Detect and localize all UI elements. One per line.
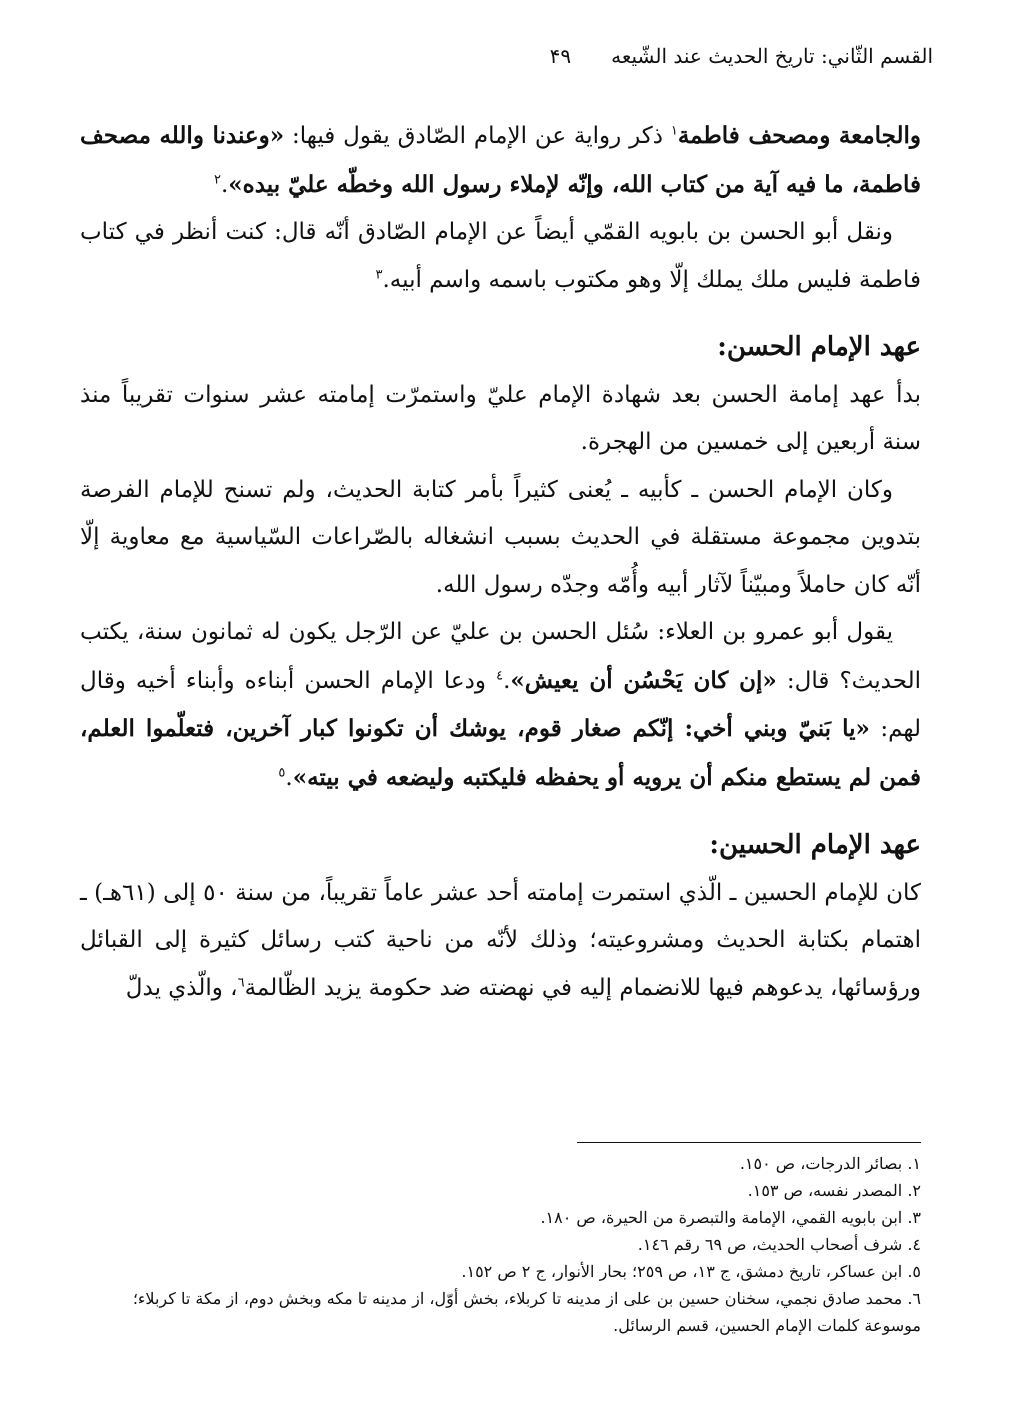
running-title: القسم الثّاني: تاريخ الحديث عند الشّيعه [611, 44, 933, 68]
footnote-4: ٤. شرف أصحاب الحديث، ص ٦٩ رقم ١٤٦. [637, 1235, 921, 1254]
paragraph-5-quote-2: «يا بَنيّ وبني أخي: إنّكم صغار قوم، يوشك أن تكونوا كبار آخرين، فتعلّموا العلم، فمن لم يستطع منكم أن يرويه أو يحفظه فليكتبه وليضعه في بيته» [80, 715, 921, 791]
paragraph-1-end: . [220, 171, 229, 198]
paragraph-4: وكان الإمام الحسن ـ كأبيه ـ يُعنى كثيراً بأمر كتابة الحديث، ولم تسنح للإمام الفرصة بتدوين مجموعة مستقلة في الحديث بسبب انشغاله بالصّراعات السّياسية مع معاوية إلّا أنّه كان حاملاً ومبيّناً لآثار أبيه وأُمّه وجدّه رسول الله. [80, 476, 921, 598]
paragraph-5 [80, 609, 921, 802]
paragraph-1-start: والجامعة ومصحف فاطمة [677, 122, 922, 149]
paragraph-1-mid: ذكر رواية عن الإمام الصّادق يقول فيها: [284, 123, 671, 149]
footnote-divider [577, 1142, 921, 1143]
paragraph-6 [80, 870, 921, 1013]
running-header [80, 44, 933, 76]
heading-husain: عهد الإمام الحسين: [709, 830, 921, 860]
paragraph-6-b: ، والّذي يدلّ [125, 974, 238, 1001]
spacer [80, 304, 921, 324]
footnote-ref-2: ٢ [213, 171, 221, 187]
footnote-ref-3: ٣ [375, 266, 383, 282]
paragraph-3: بدأ عهد إمامة الحسن بعد شهادة الإمام عليّ واستمرّت إمامته عشر سنوات تقريباً منذ سنة أربعين إلى خمسين من الهجرة. [80, 381, 921, 455]
paragraph-5-b: . [503, 667, 511, 694]
paragraph-5-a: يقول أبو عمرو بن العلاء: سُئل الحسن بن عليّ عن الرّجل يكون له ثمانون سنة، يكتب الحديث؟ قال: [80, 619, 921, 694]
footnote-6: ٦. محمد صادق نجمي، سخنان حسين بن على از مدينه تا كربلاء، بخش أوّل، از مدينه تا مكه وبخش دوم، از مكة تا كربلاء؛ موسوعة كلمات الإمام الحسين، قسم الرسائل. [132, 1289, 921, 1335]
paragraph-6-a: كان للإمام الحسين ـ الّذي استمرت إمامته أحد عشر عاماً تقريباً، من سنة ٥٠ إلى (٦١هـ) ـ اهتمام بكتابة الحديث ومشروعيته؛ وذلك لأنّه من ناحية كتب رسائل كثيرة إلى القبائل ورؤسائها، يدعوهم فيها للانضمام إليه في نهضته ضد حكومة يزيد الظّالمة [80, 879, 921, 1001]
footnotes [80, 1150, 921, 1339]
footnote-ref-5: ٥ [278, 764, 286, 780]
page-number: ۴۹ [549, 44, 572, 68]
paragraph-5-quote-1: «إن كان يَحْسُن أن يعيش» [510, 666, 777, 694]
paragraph-2 [80, 209, 921, 304]
body-text [80, 112, 921, 1012]
heading-hasan: عهد الإمام الحسن: [717, 332, 921, 362]
paragraph-5-d: . [285, 764, 293, 791]
footnote-ref-6: ٦ [237, 974, 245, 990]
footnote-3: ٣. ابن بابويه القمي، الإمامة والتبصرة من الحيرة، ص ١٨٠. [540, 1208, 921, 1227]
spacer [80, 802, 921, 822]
paragraph-5-c: ودعا الإمام الحسن أبناءه وأبناء أخيه وقال لهم: [80, 667, 921, 742]
footnote-ref-1: ١ [670, 123, 678, 139]
footnote-2: ٢. المصدر نفسه، ص ١٥٣. [747, 1181, 921, 1200]
footnote-5: ٥. ابن عساكر، تاريخ دمشق، ج ١٣، ص ٢٥٩؛ بحار الأنوار، ج ٢ ص ١٥٢. [461, 1262, 921, 1281]
paragraph-1-quote: «وعندنا والله مصحف فاطمة، ما فيه آية من كتاب الله، وإنّه لإملاء رسول الله وخطّه عليّ بيده» [80, 122, 921, 198]
footnote-ref-4: ٤ [496, 667, 504, 683]
paragraph-2-text: ونقل أبو الحسن بن بابويه القمّي أيضاً عن الإمام الصّادق أنّه قال: كنت أنظر في كتاب فاطمة فليس ملك يملك إلّا وهو مكتوب باسمه واسم أبيه. [80, 219, 921, 293]
paragraph-1 [80, 112, 921, 209]
footnote-1: ١. بصائر الدرجات، ص ١٥٠. [739, 1154, 921, 1173]
